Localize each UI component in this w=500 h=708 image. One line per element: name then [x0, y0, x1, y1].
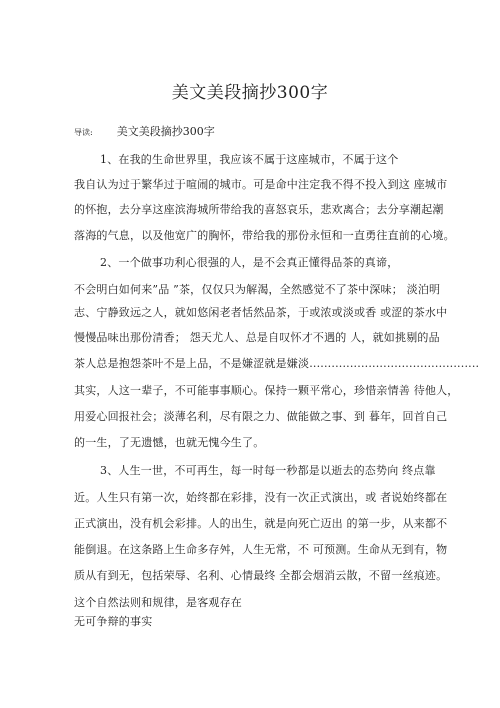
paragraph-line: 其实，人这一辈子，不可能事事顺心。保持一颗平常心，珍惜亲情善 待他人，	[74, 384, 459, 397]
paragraph-line: 的怀抱，去分享这座滨海城所带给我的喜怒哀乐，悲欢离合；去分享潮起潮	[74, 203, 444, 216]
intro-line	[74, 123, 215, 139]
paragraph-line: 无可争辩的事实	[74, 615, 153, 628]
paragraph-line: 近。人生只有第一次，始终都在彩排，没有一次正式演出，或 者说始终都在	[74, 491, 448, 504]
paragraph-line: 这个自然法则和规律，是客观存在	[74, 596, 242, 609]
paragraph-line: 落海的气息，以及他宽广的胸怀，带给我的那份永恒和一直勇往直前的心境。	[74, 229, 455, 242]
paragraph-line: 质从有到无，包括荣辱、名利、心情最终 全都会烟消云散，不留一丝痕迹。	[74, 569, 448, 582]
paragraph-line: 茶人总是抱怨茶叶不是上品，不是嫌涩就是嫌淡..............................................	[74, 357, 480, 370]
paragraph-line: 2、一个做事功利心很强的人，是不会真正懂得品茶的真谛，	[100, 256, 399, 269]
paragraph-line: 慢慢品味出那份清香； 怨天尤人、总是自叹怀才不遇的 人，就如挑剔的品	[74, 331, 440, 344]
paragraph-line: 我自认为过于繁华过于喧闹的城市。可是命中注定我不得不投入到这 座城市	[74, 178, 448, 191]
paragraph-line: 能倒退。在这条路上生命多存舛，人生无常，不 可预测。生命从无到有，物	[74, 543, 448, 556]
paragraph-line: 的一生，了无遗憾，也就无愧今生了。	[74, 436, 265, 449]
page-title: 美文美段摘抄300字	[171, 83, 329, 103]
intro-label: 导读:	[74, 128, 93, 137]
paragraph-line: 正式演出，没有机会彩排。人的出生，就是向死亡迈出 的第一步，从来都不	[74, 517, 448, 530]
paragraph-line: 1、在我的生命世界里，我应该不属于这座城市，不属于这个	[100, 153, 399, 166]
intro-text: 美文美段摘抄300字	[116, 125, 215, 138]
paragraph-line: 用爱心回报社会；淡薄名利，尽有限之力、做能做之事、到 暮年，回首自己	[74, 410, 448, 423]
paragraph-line: 志、宁静致远之人，就如悠闲老者恬然品茶，于或浓或淡或香 或涩的茶水中	[74, 306, 448, 319]
paragraph-line: 3、人生一世，不可再生，每一时每一秒都是以逝去的态势向 终点靠	[100, 464, 436, 477]
paragraph-line: 不会明白如何来”品 ”茶，仅仅只为解渴，全然感觉不了茶中深味； 淡泊明	[74, 283, 441, 296]
